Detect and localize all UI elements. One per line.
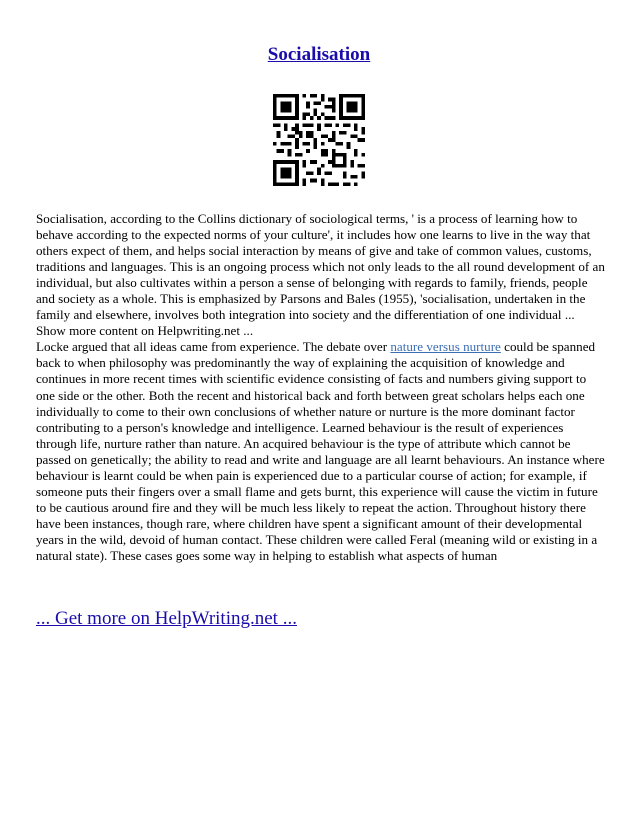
qr-code-image: [273, 94, 365, 186]
document-body: [36, 211, 606, 564]
paragraph-text-before-link: Locke argued that all ideas came from experience. The debate over: [36, 339, 391, 355]
paragraph-socialisation: Socialisation, according to the Collins dictionary of sociological terms, ' is a process of learning how to behave according to the expected norms of your culture', it includes how one learns to live in the way that others expect of them, and helps social interaction by means of give and take of common values, customs, traditions and languages. This is an ongoing process which not only leads to the all round development of an individual, but also cultivates within a person a sense of belonging with regards to family, friends, people and society as a whole. This is emphasized by Parsons and Bales (1955), 'socialisation, undertaken in the family and elsewhere, involves both integration into society and the differentiation of one individual ... Show more content on Helpwriting.net ...: [36, 211, 605, 339]
title-link[interactable]: Socialisation: [267, 44, 371, 65]
get-more-link[interactable]: ... Get more on HelpWriting.net ...: [36, 608, 297, 629]
paragraph-text-after-link: could be spanned back to when philosophy was predominantly the way of explaining the acquisition of knowledge and continues in more recent times with scientific evidence consisting of facts and numbers giving support to one side or the other. Both the recent and historical back and forth between great scholars helps each one individually to come to their own conclusions of whether nature or nurture is the more dominant factor contributing to a person's knowledge and intelligence. Learned behaviour is the result of experiences through life, nurture rather than nature. An acquired behaviour is the type of attribute which cannot be passed on genetically; the ability to read and write and language are all learnt behaviours. An instance where behaviour is learnt could be when pain is experienced due to a particular course of action; for example, if someone puts their fingers over a small flame and gets burnt, this experience will cause the victim in future to be cautious around fire and they will be much less likely to repeat the action. Throughout history there have been instances, though rare, where children have spent a significant amount of their developmental years in the wild, devoid of human contact. These children were called Feral (meaning wild or existing in a natural state). These cases goes some way in helping to establish what aspects of human: [36, 339, 605, 563]
paragraph-nature-nurture: [36, 339, 606, 564]
nature-versus-nurture-link[interactable]: nature versus nurture: [390, 339, 501, 355]
document-title: [0, 44, 638, 66]
